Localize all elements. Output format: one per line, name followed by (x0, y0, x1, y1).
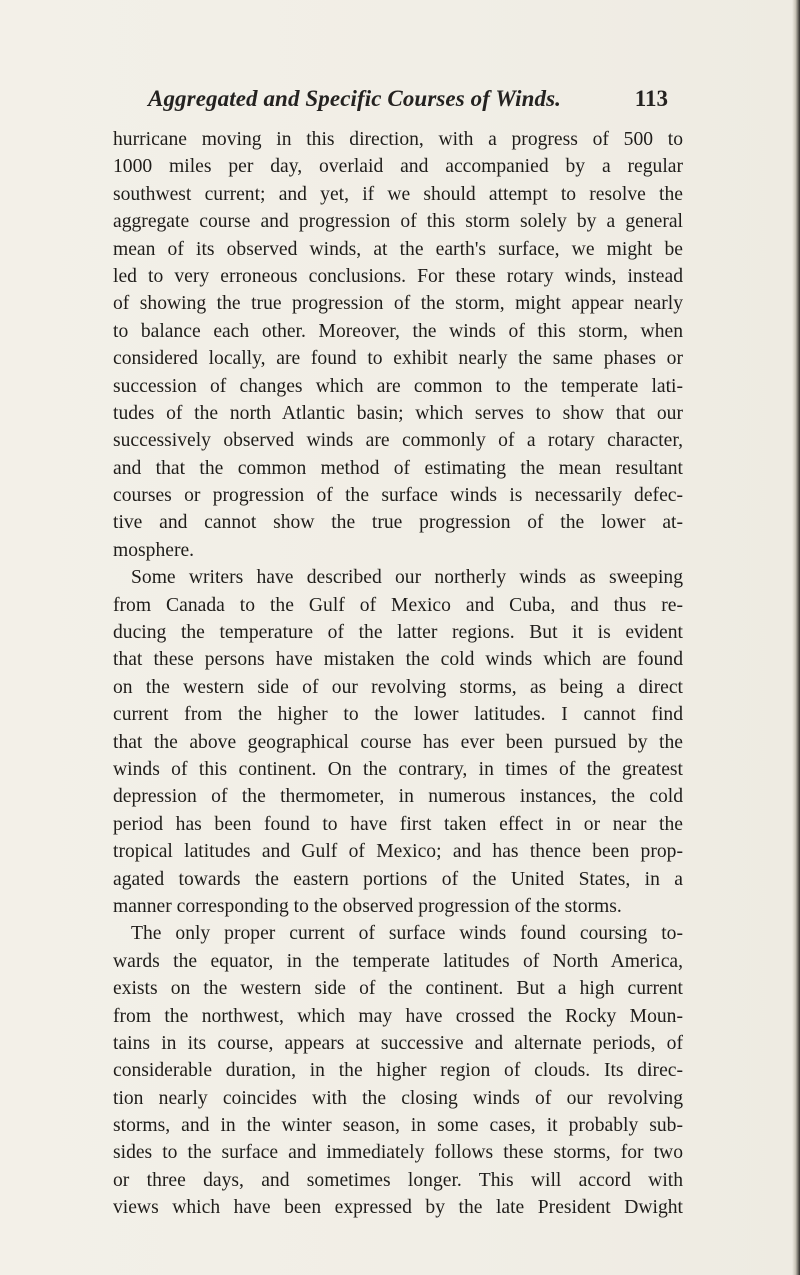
text-line: southwest current; and yet, if we should attempt to resolve the (113, 183, 683, 205)
text-line: exists on the western side of the continent. But a high current (113, 978, 683, 1000)
text-line: hurricane moving in this direction, with a progress of 500 to (113, 129, 683, 150)
text-line: tion nearly coincides with the closing winds of our revolving (113, 1087, 683, 1109)
text-line: winds of this continent. On the contrary, in times of the greatest (113, 758, 683, 780)
text-line: period has been found to have first taken effect in or near the (113, 813, 683, 835)
page-number: 113 (634, 86, 668, 111)
text-line: succession of changes which are common to the temperate lati- (113, 375, 683, 397)
text-line: led to very erroneous conclusions. For these rotary winds, instead (113, 265, 683, 287)
text-line: courses or progression of the surface winds is necessarily defec- (113, 485, 683, 507)
text-line: considered locally, are found to exhibit nearly the same phases or (113, 348, 683, 370)
text-line: mosphere. (113, 539, 195, 561)
text-line: storms, and in the winter season, in some cases, it probably sub- (113, 1115, 683, 1137)
text-line: wards the equator, in the temperate latitudes of North America, (113, 950, 683, 972)
text-line: agated towards the eastern portions of the United States, in a (113, 868, 683, 890)
text-line: that these persons have mistaken the cold winds which are found (113, 649, 683, 671)
text-line: considerable duration, in the higher region of clouds. Its direc- (113, 1060, 683, 1082)
body-text (113, 126, 683, 1222)
page-header (148, 86, 668, 120)
text-line: on the western side of our revolving storms, as being a direct (113, 676, 683, 698)
text-line: The only proper current of surface winds found coursing to- (131, 923, 683, 945)
text-line: tive and cannot show the true progression of the lower at- (113, 512, 683, 534)
text-line: that the above geographical course has ever been pursued by the (113, 731, 683, 753)
text-line: aggregate course and progression of this storm solely by a general (113, 211, 683, 233)
text-line: to balance each other. Moreover, the winds of this storm, when (113, 320, 683, 342)
text-line: of showing the true progression of the storm, might appear nearly (113, 293, 683, 315)
text-line: tudes of the north Atlantic basin; which serves to show that our (113, 402, 683, 424)
text-line: Some writers have described our northerly winds as sweeping (131, 567, 683, 589)
text-line: successively observed winds are commonly of a rotary character, (113, 430, 683, 452)
text-line: current from the higher to the lower latitudes. I cannot find (113, 704, 683, 726)
text-line: manner corresponding to the observed progression of the storms. (113, 895, 622, 917)
text-line: tropical latitudes and Gulf of Mexico; and has thence been prop- (113, 841, 683, 863)
text-line: ducing the temperature of the latter regions. But it is evident (113, 622, 683, 644)
text-line: from Canada to the Gulf of Mexico and Cuba, and thus re- (113, 594, 683, 616)
text-line: tains in its course, appears at successive and alternate periods, of (113, 1032, 683, 1054)
text-line: and that the common method of estimating the mean resultant (113, 457, 683, 479)
text-line: views which have been expressed by the late President Dwight (113, 1197, 683, 1219)
text-line: depression of the thermometer, in numerous instances, the cold (113, 786, 683, 808)
text-line: mean of its observed winds, at the earth's surface, we might be (113, 238, 683, 260)
text-line: or three days, and sometimes longer. This will accord with (113, 1169, 683, 1191)
text-line: sides to the surface and immediately follows these storms, for two (113, 1142, 683, 1164)
running-head: Aggregated and Specific Courses of Winds. (148, 86, 562, 111)
text-line: 1000 miles per day, overlaid and accompanied by a regular (113, 156, 683, 178)
text-line: from the northwest, which may have crossed the Rocky Moun- (113, 1005, 683, 1027)
page-edge-shadow (792, 0, 800, 1275)
